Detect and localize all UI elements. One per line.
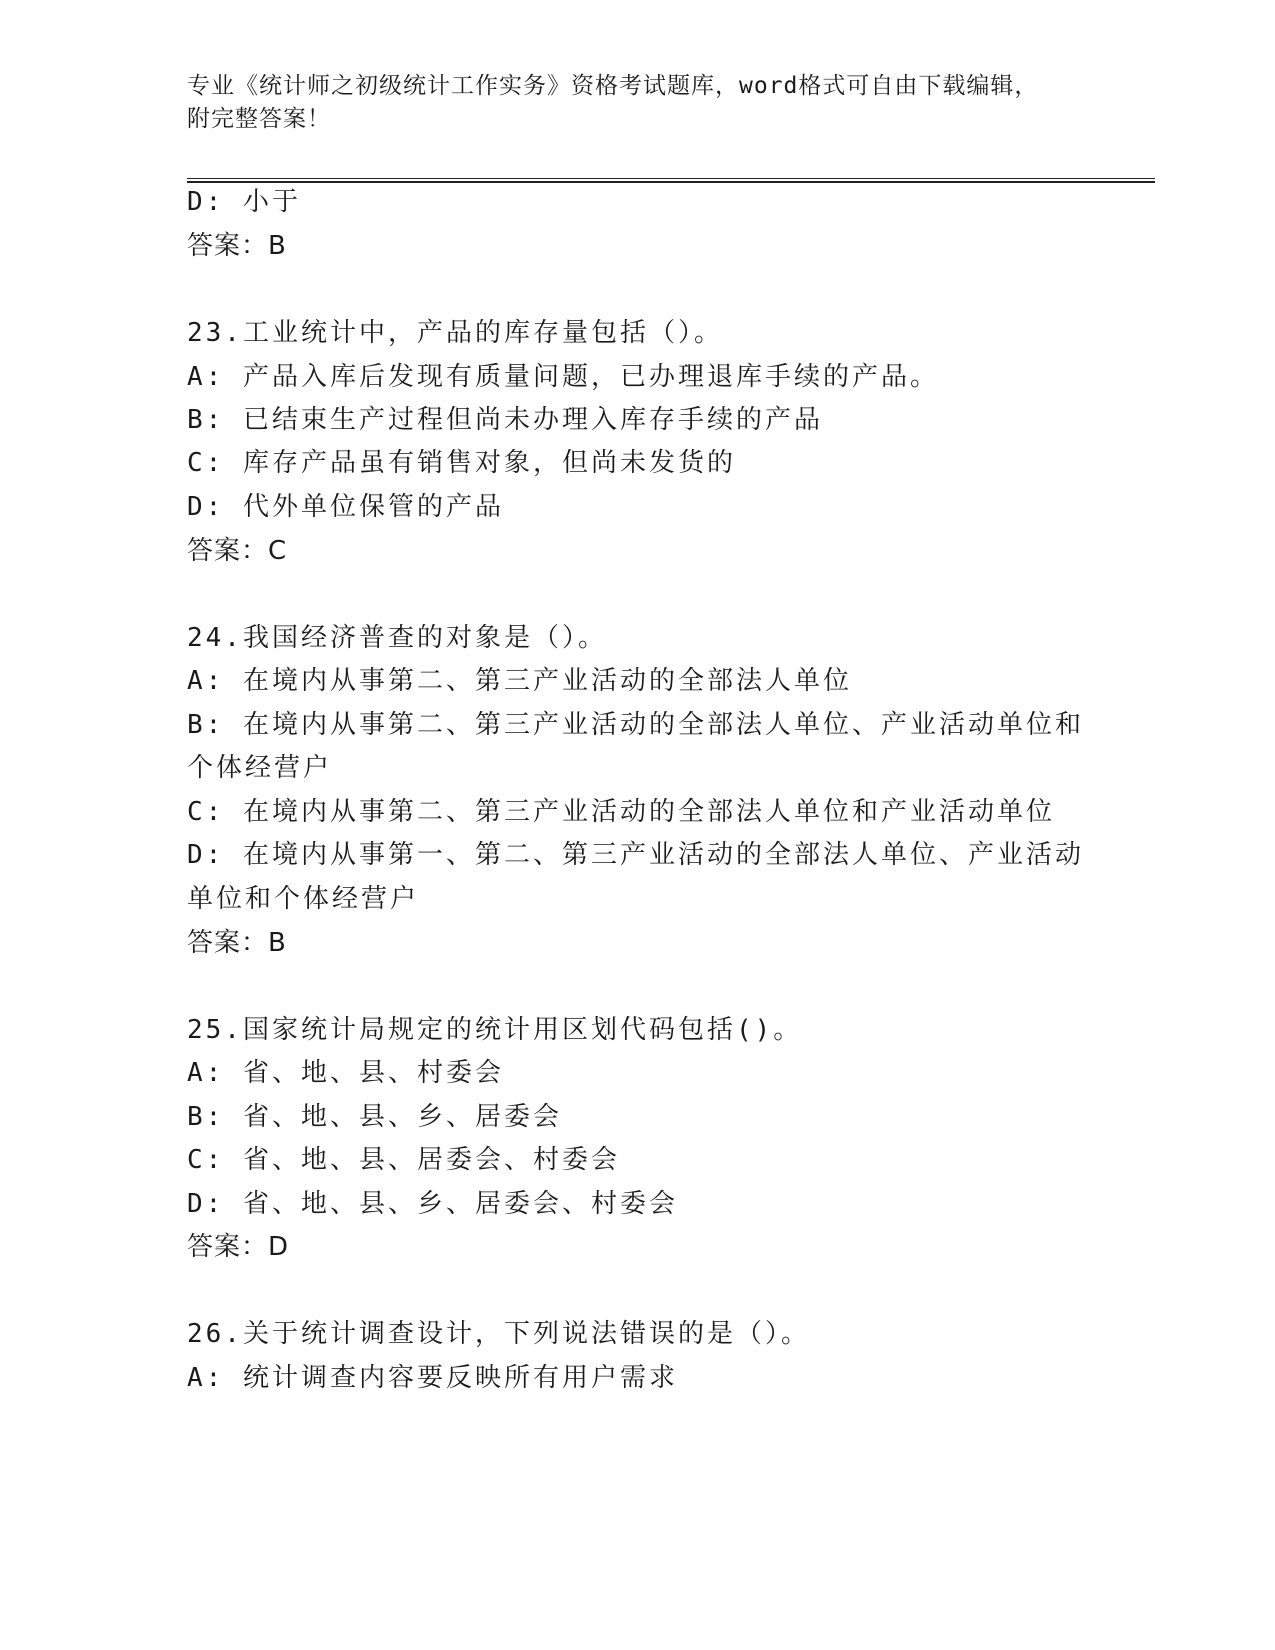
header-line-2: 附完整答案！ — [187, 106, 331, 132]
q25-option-c: C: 省、地、县、居委会、村委会 — [187, 1145, 620, 1175]
q24-option-b-continued: 个体经营户 — [187, 753, 333, 783]
q23-option-c: C: 库存产品虽有销售对象，但尚未发货的 — [187, 448, 736, 478]
q25-answer: 答案：D — [187, 1232, 290, 1262]
q25-option-b: B: 省、地、县、乡、居委会 — [187, 1102, 562, 1132]
document-header — [187, 70, 1067, 136]
q25-option-a: A: 省、地、县、村委会 — [187, 1058, 504, 1088]
q23-option-b: B: 已结束生产过程但尚未办理入库存手续的产品 — [187, 405, 823, 435]
q23-option-a: A: 产品入库后发现有质量问题，已办理退库手续的产品。 — [187, 362, 939, 392]
q24-answer: 答案：B — [187, 928, 287, 958]
q25-stem: 25.国家统计局规定的统计用区划代码包括()。 — [187, 1015, 803, 1045]
q22-answer: 答案：B — [187, 231, 287, 261]
q25-option-d: D: 省、地、县、乡、居委会、村委会 — [187, 1189, 678, 1219]
q24-option-a: A: 在境内从事第二、第三产业活动的全部法人单位 — [187, 666, 852, 696]
q22-option-d: D: 小于 — [187, 187, 301, 217]
q24-stem: 24.我国经济普查的对象是（）。 — [187, 623, 607, 653]
q23-option-d: D: 代外单位保管的产品 — [187, 492, 504, 522]
q24-option-d: D: 在境内从事第一、第二、第三产业活动的全部法人单位、产业活动 — [187, 840, 1084, 870]
q23-answer: 答案：C — [187, 536, 288, 566]
q23-stem: 23.工业统计中，产品的库存量包括（）。 — [187, 318, 723, 348]
q24-option-c: C: 在境内从事第二、第三产业活动的全部法人单位和产业活动单位 — [187, 797, 1055, 827]
q26-stem: 26.关于统计调查设计，下列说法错误的是（）。 — [187, 1319, 810, 1349]
q26-option-a: A: 统计调查内容要反映所有用户需求 — [187, 1363, 678, 1393]
q24-option-b: B: 在境内从事第二、第三产业活动的全部法人单位、产业活动单位和 — [187, 710, 1084, 740]
q24-option-d-continued: 单位和个体经营户 — [187, 884, 420, 914]
header-divider — [187, 178, 1155, 183]
header-line-1: 专业《统计师之初级统计工作实务》资格考试题库，word格式可自由下载编辑， — [187, 73, 1039, 99]
